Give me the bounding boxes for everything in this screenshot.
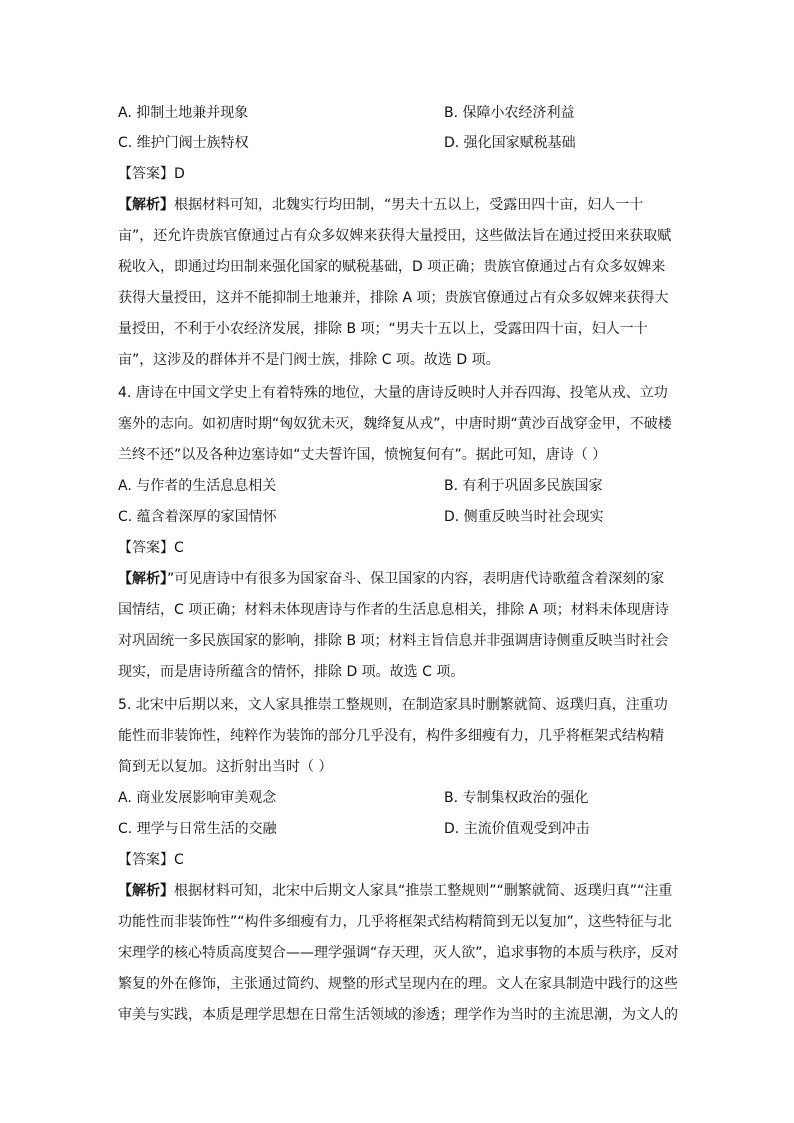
analysis-label: 【解析】 xyxy=(118,571,167,587)
q4-analysis-line xyxy=(118,569,664,589)
analysis-text: ”可见唐诗中有很多为国家奋斗、保卫国家的内容，表明唐代诗歌蕴含着深刻的家 xyxy=(167,571,665,587)
q4-option-b: B. 有利于巩固多民族国家 xyxy=(444,478,603,494)
q3-analysis-line: 亩”，还允许贵族官僚通过占有众多奴婢来获得大量授田，这些做法旨在通过授田来获取赋 xyxy=(118,228,672,244)
q5-analysis-line: 功能性而非装饰性”“构件多细瘦有力，几乎将框架式结构精简到无以复加”，这些特征与北 xyxy=(118,914,672,930)
analysis-label: 【解析】 xyxy=(118,197,174,213)
q5-analysis-line xyxy=(118,881,672,901)
q5-analysis-line: 审美与实践，本质是理学思想在日常生活领域的渗透；理学作为当时的主流思潮，为文人的 xyxy=(118,1007,678,1023)
q3-analysis-line: 获得大量授田，这并不能抑制土地兼并，排除 A 项；贵族官僚通过占有众多奴婢来获得大 xyxy=(118,290,669,306)
q3-option-b: B. 保障小农经济利益 xyxy=(444,105,575,121)
q3-analysis-line xyxy=(118,195,643,215)
q5-option-a: A. 商业发展影响审美观念 xyxy=(118,790,277,806)
q4-option-d: D. 侧重反映当时社会现实 xyxy=(444,509,604,525)
q3-option-c: C. 维护门阀士族特权 xyxy=(118,135,249,151)
q4-analysis-line: 现实，而是唐诗所蕴含的情怀，排除 D 项。故选 C 项。 xyxy=(118,664,465,680)
q5-analysis-line: 繁复的外在修饰，主张通过简约、规整的形式呈现内在的理。文人在家具制造中践行的这些 xyxy=(118,976,678,992)
q4-analysis-line: 对巩固统一多民族国家的影响，排除 B 项；材料主旨信息并非强调唐诗侧重反映当时社会 xyxy=(118,633,669,649)
q3-analysis-line: 税收入，即通过均田制来强化国家的赋税基础，D 项正确；贵族官僚通过占有众多奴婢来 xyxy=(118,259,666,275)
q5-option-d: D. 主流价值观受到冲击 xyxy=(444,821,590,837)
q5-stem-line: 简到无以复加。这折射出当时（ ） xyxy=(118,759,333,775)
analysis-label: 【解析】 xyxy=(118,883,174,899)
q5-stem-line: 5. 北宋中后期以来，文人家具推崇工整规则，在制造家具时删繁就简、返璞归真，注重功 xyxy=(118,697,668,713)
analysis-text: 根据材料可知，北魏实行均田制，“男夫十五以上，受露田四十亩，妇人一十 xyxy=(174,197,644,213)
q4-stem-line: 塞外的志向。如初唐时期“匈奴犹未灭，魏绛复从戎”，中唐时期“黄沙百战穿金甲，不破楼 xyxy=(118,416,672,432)
q3-answer: 【答案】D xyxy=(118,166,185,182)
q5-stem-line: 能性而非装饰性，纯粹作为装饰的部分几乎没有，构件多细瘦有力，几乎将框架式结构精 xyxy=(118,728,664,744)
q5-analysis-line: 宋理学的核心特质高度契合——理学强调“存天理，灭人欲”，追求事物的本质与秩序，反对 xyxy=(118,945,679,961)
q4-analysis-line: 国情结，C 项正确；材料未体现唐诗与作者的生活息息相关，排除 A 项；材料未体现唐诗 xyxy=(118,602,669,618)
q4-answer: 【答案】C xyxy=(118,540,184,556)
q5-answer: 【答案】C xyxy=(118,852,184,868)
q4-option-c: C. 蕴含着深厚的家国情怀 xyxy=(118,509,277,525)
q3-analysis-line: 量授田，不利于小农经济发展，排除 B 项；“男夫十五以上，受露田四十亩，妇人一十 xyxy=(118,321,648,337)
q3-option-d: D. 强化国家赋税基础 xyxy=(444,135,576,151)
analysis-text: 根据材料可知，北宋中后期文人家具“推崇工整规则”“删繁就简、返璞归真”“注重 xyxy=(174,883,673,899)
q3-analysis-line: 亩”，这涉及的群体并不是门阀士族，排除 C 项。故选 D 项。 xyxy=(118,352,500,368)
q4-stem-line: 兰终不还”以及各种边塞诗如“丈夫誓许国，愤惋复何有”。据此可知，唐诗（ ） xyxy=(118,447,607,463)
q5-option-b: B. 专制集权政治的强化 xyxy=(444,790,589,806)
q4-stem-line: 4. 唐诗在中国文学史上有着特殊的地位，大量的唐诗反映时人并吞四海、投笔从戎、立功 xyxy=(118,385,668,401)
q4-option-a: A. 与作者的生活息息相关 xyxy=(118,478,277,494)
q3-option-a: A. 抑制土地兼并现象 xyxy=(118,105,249,121)
q5-option-c: C. 理学与日常生活的交融 xyxy=(118,821,277,837)
